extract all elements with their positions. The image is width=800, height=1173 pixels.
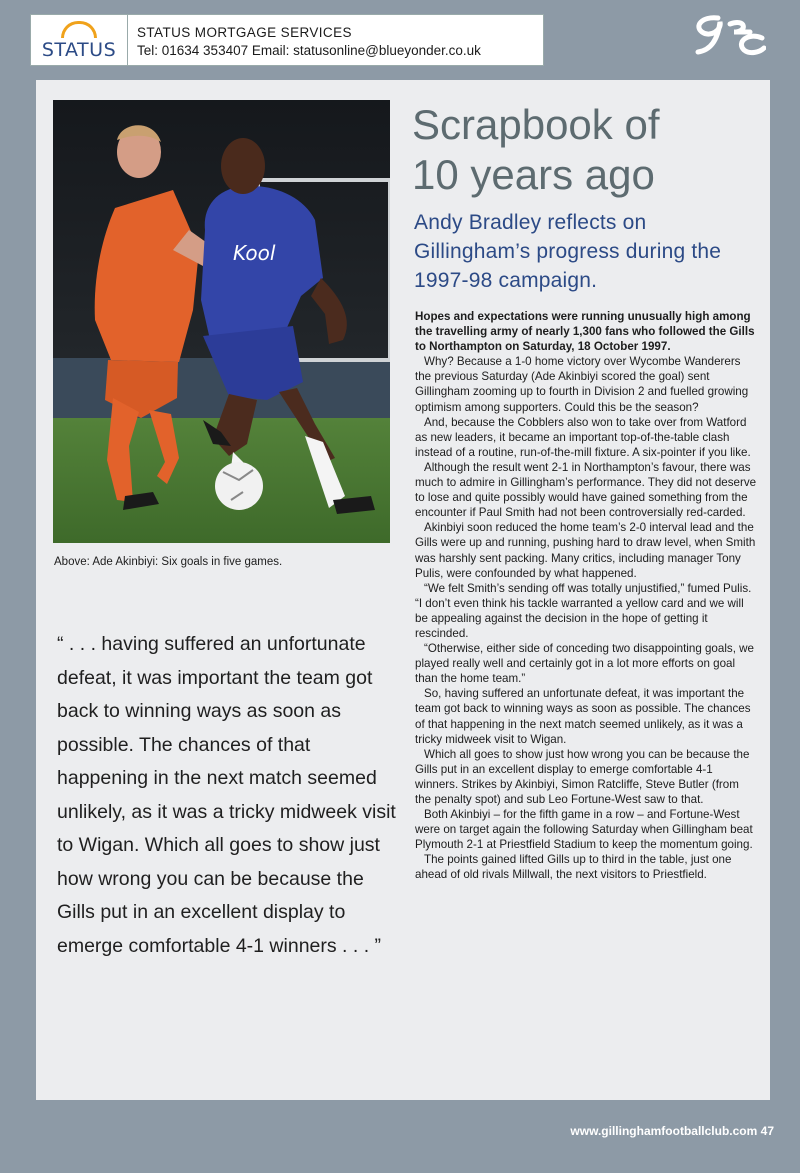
article-title [412,100,752,200]
status-logo [31,15,128,65]
article-subtitle: Andy Bradley reflects on Gillingham’s progress during the 1997-98 campaign. [414,211,722,292]
match-photo [53,100,390,543]
advert-contact: Tel: 01634 353407 Email: statusonline@blueyonder.co.uk [137,43,481,58]
page-number: 47 [760,1124,774,1138]
gfc-monogram-icon [688,10,766,58]
article-paragraph: Although the result went 2-1 in Northampton’s favour, there was much to admire in Gillingham’s performance. They did not deserve to lose and quite possibly would have gained something from the encounter if Paul Smith had not been controversially red-carded. [415,460,757,520]
status-logo-text: STATUS [41,39,117,61]
article-paragraph: Akinbiyi soon reduced the home team’s 2-0 interval lead and the Gills were up and running, pushing hard to draw level, when Smith was harshly sent packing. Many critics, including manager Tony Pulis, were confounded by what happened. [415,521,756,580]
article-title-line2: 10 years ago [412,151,655,198]
article-paragraph: Hopes and expectations were running unusually high among the travelling army of nearly 1,300 fans who followed the Gills to Northampton on Saturday, 18 October 1997. [415,310,755,354]
article-title-line1: Scrapbook of [412,101,660,148]
article-paragraph: Which all goes to show just how wrong you can be because the Gills put in an excellent display to emerge comfortable 4-1 winners. Strikes by Akinbiyi, Simon Ratcliffe, Steve Butler (from the penalty spot) and sub Leo Fortune-West saw to that. [415,747,750,806]
photo-caption: Above: Ade Akinbiyi: Six goals in five games. [54,556,283,568]
article-paragraph: “Otherwise, either side of conceding two disappointing goals, we played really well and certainly got in a lot more efforts on goal than the home team.” [415,642,754,686]
footer-website: www.gillinghamfootballclub.com [570,1124,758,1138]
article-paragraph: “We felt Smith’s sending off was totally unjustified,” fumed Pulis. “I don’t even think his tackle warranted a yellow card and we will be appealing against the decision in the hope of getting it rescinded. [415,581,752,640]
article-paragraph: Why? Because a 1-0 home victory over Wycombe Wanderers the previous Saturday (Ade Akinbiyi scored the goal) sent Gillingham zooming up to fourth in Division 2 and fuelled growing optimism among supporters. Could this be the season? [415,355,749,414]
article-body [415,309,757,883]
svg-text:Kool: Kool [233,241,276,265]
status-advert [30,14,544,66]
article-paragraph: And, because the Cobblers also won to take over from Watford as new leaders, it became an important top-of-the-table clash instead of a routine, run-of-the-mill fixture. A six-pointer if you like. [415,415,751,459]
advert-company: STATUS MORTGAGE SERVICES [137,25,352,40]
pull-quote: “ . . . having suffered an unfortunate defeat, it was important the team got back to winning ways as soon as possible. The chances of that happening in the next match seemed unlikely, as it was a tricky midweek visit to Wigan. Which all goes to show just how wrong you can be because the Gills put in an excellent display to emerge comfortable 4-1 winners . . . ” [57,633,396,957]
sun-arc-icon [61,21,97,38]
article-paragraph: Both Akinbiyi – for the fifth game in a row – and Fortune-West were on target again the following Saturday when Gillingham beat Plymouth 2-1 at Priestfield Stadium to keep the momentum going. [415,808,753,852]
article-paragraph: The points gained lifted Gills up to third in the table, just one ahead of old rivals Millwall, the next visitors to Priestfield. [415,853,732,882]
advert-text [128,15,481,65]
article-paragraph: So, having suffered an unfortunate defeat, it was important the team got back to winning ways as soon as possible. The chances of that happening in the next match seemed unlikely, as it was a tricky midweek visit to Wigan. [415,687,751,746]
article-panel [36,80,770,1100]
page-footer [570,1124,774,1138]
